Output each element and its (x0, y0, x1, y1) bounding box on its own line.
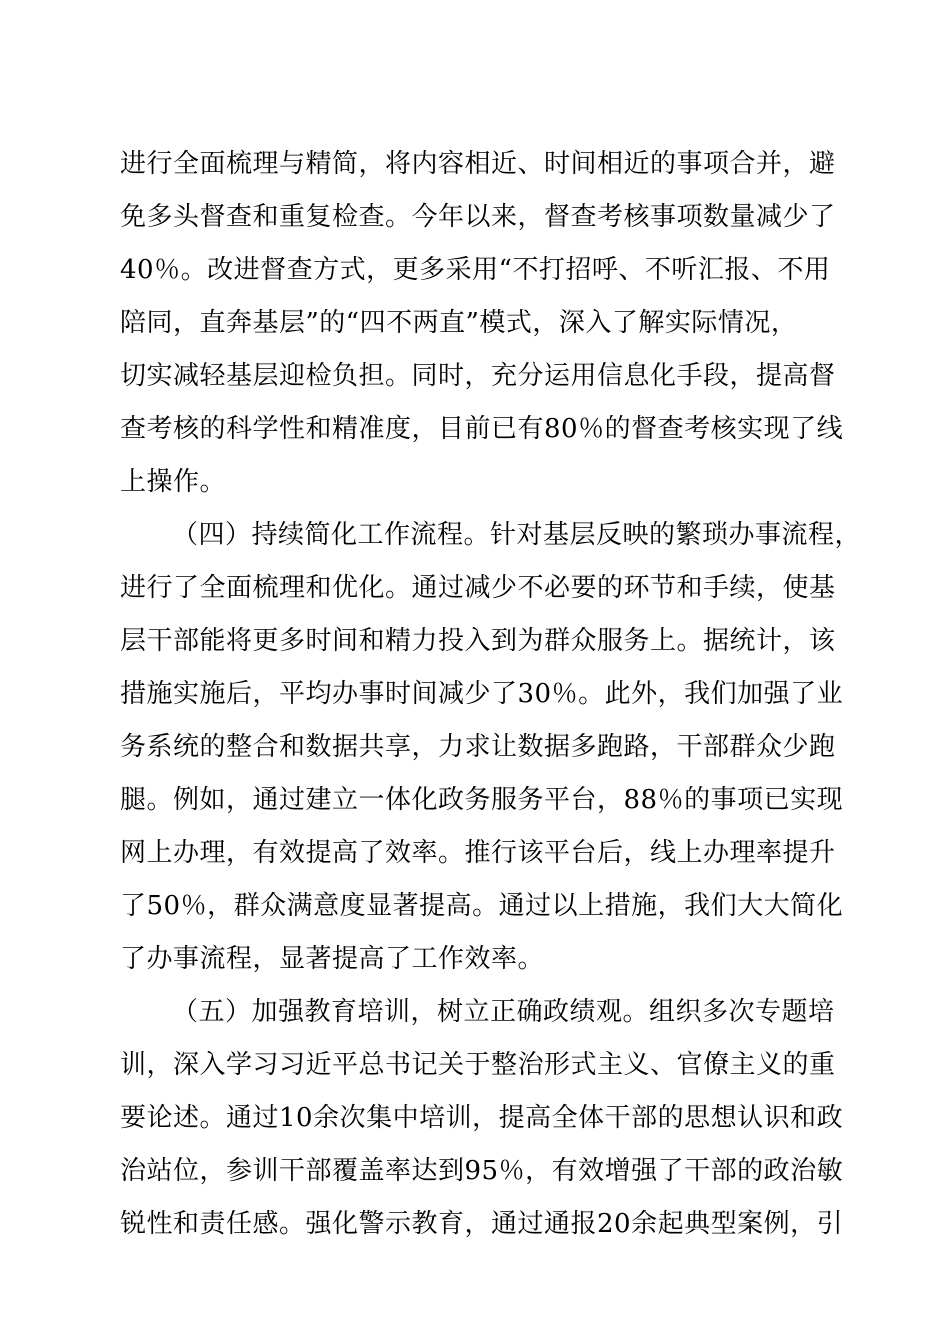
text-line: 了50％，群众满意度显著提高。通过以上措施，我们大大简化 (120, 891, 844, 921)
text-line: 腿。例如，通过建立一体化政务服务平台，88％的事项已实现 (120, 785, 844, 815)
text-line: 进行了全面梳理和优化。通过减少不必要的环节和手续，使基 (120, 573, 836, 603)
text-line: 了办事流程，显著提高了工作效率。 (120, 944, 545, 974)
text-line: 务系统的整合和数据共享，力求让数据多跑路，干部群众少跑 (120, 732, 836, 762)
text-line: 锐性和责任感。强化警示教育，通过通报20余起典型案例，引 (120, 1209, 844, 1239)
text-line: 措施实施后，平均办事时间减少了30％。此外，我们加强了业 (120, 679, 844, 709)
text-line: 网上办理，有效提高了效率。推行该平台后，线上办理率提升 (120, 838, 836, 868)
text-line: 上操作。 (120, 467, 227, 497)
text-line: 陪同，直奔基层”的“四不两直”模式，深入了解实际情况， (120, 308, 798, 338)
text-line: 层干部能将更多时间和精力投入到为群众服务上。据统计，该 (120, 626, 836, 656)
text-line: 要论述。通过10余次集中培训，提高全体干部的思想认识和政 (120, 1103, 844, 1133)
text-line: 治站位，参训干部覆盖率达到95％，有效增强了干部的政治敏 (120, 1156, 844, 1186)
text-line: 训，深入学习习近平总书记关于整治形式主义、官僚主义的重 (120, 1050, 836, 1080)
text-line: 免多头督查和重复检查。今年以来，督查考核事项数量减少了 (120, 202, 836, 232)
text-line: 40％。改进督查方式，更多采用“不打招呼、不听汇报、不用 (120, 255, 831, 285)
text-line: 切实减轻基层迎检负担。同时，充分运用信息化手段，提高督 (120, 361, 836, 391)
text-line: 查考核的科学性和精准度，目前已有80％的督查考核实现了线 (120, 414, 844, 444)
section-heading-4: （四）持续简化工作流程。针对基层反映的繁琐办事流程， (172, 520, 862, 550)
section-heading-5: （五）加强教育培训，树立正确政绩观。组织多次专题培 (172, 997, 835, 1027)
text-line: 进行全面梳理与精简，将内容相近、时间相近的事项合并，避 (120, 149, 836, 179)
